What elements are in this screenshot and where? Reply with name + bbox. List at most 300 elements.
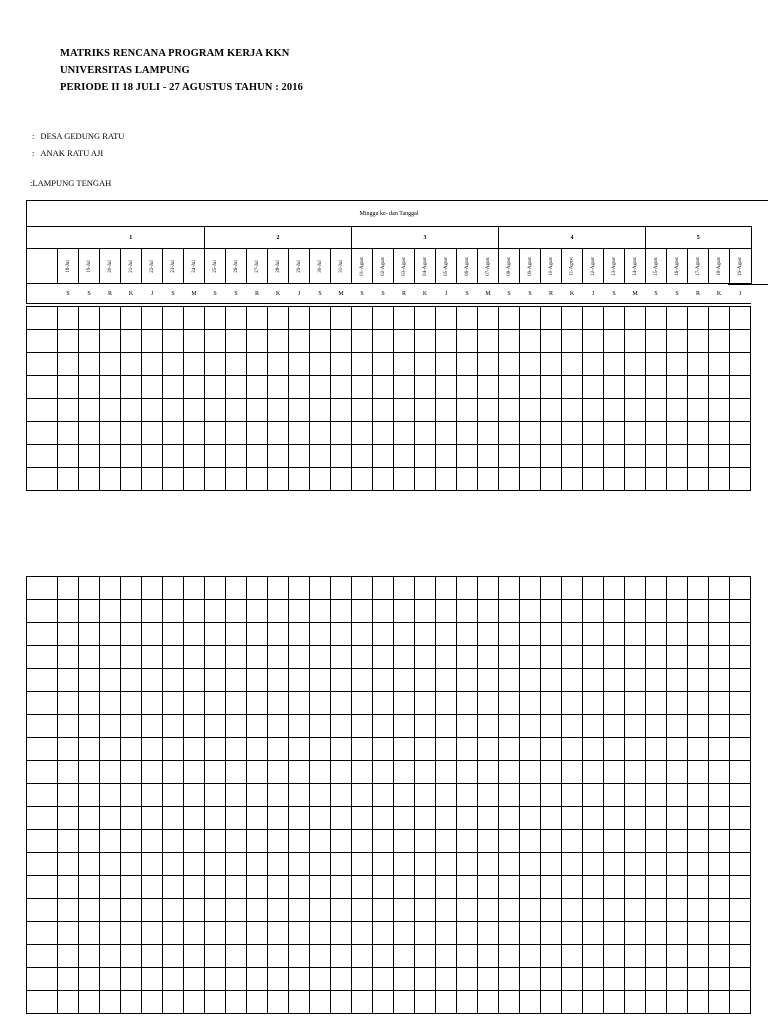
- schedule-cell[interactable]: [730, 876, 751, 899]
- schedule-cell[interactable]: [184, 330, 205, 353]
- schedule-cell[interactable]: [331, 600, 352, 623]
- schedule-cell[interactable]: [79, 876, 100, 899]
- schedule-cell[interactable]: [667, 600, 688, 623]
- schedule-cell[interactable]: [604, 307, 625, 330]
- schedule-cell[interactable]: [541, 330, 562, 353]
- schedule-cell[interactable]: [688, 899, 709, 922]
- schedule-cell[interactable]: [163, 899, 184, 922]
- schedule-cell[interactable]: [58, 761, 79, 784]
- schedule-cell[interactable]: [688, 422, 709, 445]
- schedule-cell[interactable]: [121, 853, 142, 876]
- schedule-cell[interactable]: [226, 376, 247, 399]
- schedule-cell[interactable]: [121, 738, 142, 761]
- schedule-cell[interactable]: [415, 922, 436, 945]
- schedule-cell[interactable]: [604, 468, 625, 491]
- schedule-cell[interactable]: [331, 307, 352, 330]
- schedule-cell[interactable]: [373, 646, 394, 669]
- schedule-cell[interactable]: [58, 968, 79, 991]
- schedule-cell[interactable]: [541, 922, 562, 945]
- schedule-cell[interactable]: [604, 422, 625, 445]
- schedule-cell[interactable]: [478, 968, 499, 991]
- schedule-cell[interactable]: [142, 853, 163, 876]
- schedule-cell[interactable]: [58, 669, 79, 692]
- schedule-cell[interactable]: [415, 991, 436, 1014]
- schedule-cell[interactable]: [121, 991, 142, 1014]
- activity-cell[interactable]: [27, 623, 58, 646]
- schedule-cell[interactable]: [604, 991, 625, 1014]
- schedule-cell[interactable]: [226, 784, 247, 807]
- schedule-cell[interactable]: [709, 692, 730, 715]
- schedule-cell[interactable]: [604, 376, 625, 399]
- schedule-cell[interactable]: [541, 945, 562, 968]
- schedule-cell[interactable]: [100, 669, 121, 692]
- schedule-cell[interactable]: [289, 738, 310, 761]
- schedule-cell[interactable]: [163, 330, 184, 353]
- schedule-cell[interactable]: [58, 445, 79, 468]
- schedule-cell[interactable]: [289, 991, 310, 1014]
- schedule-cell[interactable]: [457, 830, 478, 853]
- schedule-cell[interactable]: [499, 669, 520, 692]
- schedule-cell[interactable]: [121, 623, 142, 646]
- schedule-cell[interactable]: [100, 876, 121, 899]
- schedule-cell[interactable]: [184, 399, 205, 422]
- schedule-cell[interactable]: [268, 853, 289, 876]
- schedule-cell[interactable]: [709, 968, 730, 991]
- schedule-cell[interactable]: [331, 738, 352, 761]
- schedule-cell[interactable]: [100, 646, 121, 669]
- schedule-cell[interactable]: [352, 853, 373, 876]
- schedule-cell[interactable]: [268, 307, 289, 330]
- schedule-cell[interactable]: [709, 399, 730, 422]
- schedule-cell[interactable]: [58, 899, 79, 922]
- schedule-cell[interactable]: [100, 991, 121, 1014]
- schedule-cell[interactable]: [583, 945, 604, 968]
- schedule-cell[interactable]: [730, 307, 751, 330]
- schedule-cell[interactable]: [436, 353, 457, 376]
- schedule-cell[interactable]: [436, 623, 457, 646]
- schedule-cell[interactable]: [415, 468, 436, 491]
- schedule-cell[interactable]: [667, 761, 688, 784]
- schedule-cell[interactable]: [457, 899, 478, 922]
- schedule-cell[interactable]: [562, 353, 583, 376]
- schedule-cell[interactable]: [142, 807, 163, 830]
- schedule-cell[interactable]: [730, 968, 751, 991]
- schedule-cell[interactable]: [499, 577, 520, 600]
- schedule-cell[interactable]: [583, 784, 604, 807]
- schedule-cell[interactable]: [142, 330, 163, 353]
- schedule-cell[interactable]: [436, 646, 457, 669]
- schedule-cell[interactable]: [478, 353, 499, 376]
- schedule-cell[interactable]: [646, 307, 667, 330]
- schedule-cell[interactable]: [730, 330, 751, 353]
- schedule-cell[interactable]: [625, 330, 646, 353]
- schedule-cell[interactable]: [79, 761, 100, 784]
- schedule-cell[interactable]: [583, 991, 604, 1014]
- schedule-cell[interactable]: [289, 761, 310, 784]
- schedule-cell[interactable]: [310, 899, 331, 922]
- schedule-cell[interactable]: [457, 330, 478, 353]
- schedule-cell[interactable]: [625, 991, 646, 1014]
- schedule-cell[interactable]: [205, 991, 226, 1014]
- schedule-cell[interactable]: [289, 353, 310, 376]
- schedule-cell[interactable]: [478, 876, 499, 899]
- schedule-cell[interactable]: [499, 422, 520, 445]
- schedule-cell[interactable]: [562, 807, 583, 830]
- schedule-cell[interactable]: [562, 445, 583, 468]
- schedule-cell[interactable]: [226, 468, 247, 491]
- schedule-cell[interactable]: [352, 646, 373, 669]
- schedule-cell[interactable]: [541, 468, 562, 491]
- schedule-cell[interactable]: [667, 468, 688, 491]
- schedule-cell[interactable]: [142, 761, 163, 784]
- schedule-cell[interactable]: [58, 623, 79, 646]
- schedule-cell[interactable]: [604, 807, 625, 830]
- schedule-cell[interactable]: [583, 600, 604, 623]
- schedule-cell[interactable]: [709, 445, 730, 468]
- schedule-cell[interactable]: [331, 422, 352, 445]
- schedule-cell[interactable]: [436, 807, 457, 830]
- schedule-cell[interactable]: [457, 807, 478, 830]
- schedule-cell[interactable]: [205, 807, 226, 830]
- schedule-cell[interactable]: [121, 577, 142, 600]
- schedule-cell[interactable]: [562, 422, 583, 445]
- schedule-cell[interactable]: [163, 807, 184, 830]
- schedule-cell[interactable]: [457, 784, 478, 807]
- schedule-cell[interactable]: [205, 899, 226, 922]
- schedule-cell[interactable]: [625, 738, 646, 761]
- schedule-cell[interactable]: [394, 876, 415, 899]
- schedule-cell[interactable]: [688, 376, 709, 399]
- schedule-cell[interactable]: [226, 968, 247, 991]
- schedule-cell[interactable]: [562, 715, 583, 738]
- schedule-cell[interactable]: [541, 422, 562, 445]
- schedule-cell[interactable]: [247, 353, 268, 376]
- schedule-cell[interactable]: [583, 899, 604, 922]
- schedule-cell[interactable]: [310, 738, 331, 761]
- schedule-cell[interactable]: [625, 922, 646, 945]
- schedule-cell[interactable]: [163, 623, 184, 646]
- schedule-cell[interactable]: [436, 715, 457, 738]
- schedule-cell[interactable]: [709, 623, 730, 646]
- schedule-cell[interactable]: [100, 623, 121, 646]
- schedule-cell[interactable]: [310, 761, 331, 784]
- schedule-cell[interactable]: [604, 922, 625, 945]
- schedule-cell[interactable]: [142, 669, 163, 692]
- schedule-cell[interactable]: [205, 600, 226, 623]
- schedule-cell[interactable]: [562, 853, 583, 876]
- schedule-cell[interactable]: [646, 899, 667, 922]
- schedule-cell[interactable]: [667, 807, 688, 830]
- schedule-cell[interactable]: [226, 353, 247, 376]
- schedule-cell[interactable]: [268, 876, 289, 899]
- schedule-cell[interactable]: [79, 623, 100, 646]
- schedule-cell[interactable]: [667, 830, 688, 853]
- schedule-cell[interactable]: [667, 330, 688, 353]
- schedule-cell[interactable]: [394, 669, 415, 692]
- schedule-cell[interactable]: [646, 830, 667, 853]
- schedule-cell[interactable]: [58, 577, 79, 600]
- schedule-cell[interactable]: [394, 991, 415, 1014]
- schedule-cell[interactable]: [478, 761, 499, 784]
- schedule-cell[interactable]: [478, 376, 499, 399]
- schedule-cell[interactable]: [121, 761, 142, 784]
- schedule-cell[interactable]: [520, 876, 541, 899]
- schedule-cell[interactable]: [583, 807, 604, 830]
- schedule-cell[interactable]: [541, 577, 562, 600]
- schedule-cell[interactable]: [457, 922, 478, 945]
- schedule-cell[interactable]: [100, 738, 121, 761]
- schedule-cell[interactable]: [226, 600, 247, 623]
- schedule-cell[interactable]: [289, 600, 310, 623]
- schedule-cell[interactable]: [688, 692, 709, 715]
- schedule-cell[interactable]: [331, 353, 352, 376]
- schedule-cell[interactable]: [478, 600, 499, 623]
- schedule-cell[interactable]: [184, 600, 205, 623]
- schedule-cell[interactable]: [163, 830, 184, 853]
- schedule-cell[interactable]: [709, 468, 730, 491]
- schedule-cell[interactable]: [247, 646, 268, 669]
- schedule-cell[interactable]: [709, 353, 730, 376]
- schedule-cell[interactable]: [352, 922, 373, 945]
- schedule-cell[interactable]: [331, 376, 352, 399]
- schedule-cell[interactable]: [121, 399, 142, 422]
- activity-cell[interactable]: [27, 738, 58, 761]
- activity-cell[interactable]: [27, 991, 58, 1014]
- schedule-cell[interactable]: [625, 376, 646, 399]
- schedule-cell[interactable]: [226, 899, 247, 922]
- schedule-cell[interactable]: [436, 784, 457, 807]
- schedule-cell[interactable]: [478, 623, 499, 646]
- schedule-cell[interactable]: [646, 968, 667, 991]
- schedule-cell[interactable]: [79, 577, 100, 600]
- schedule-cell[interactable]: [583, 577, 604, 600]
- schedule-cell[interactable]: [352, 715, 373, 738]
- schedule-cell[interactable]: [646, 468, 667, 491]
- schedule-cell[interactable]: [562, 623, 583, 646]
- schedule-cell[interactable]: [289, 968, 310, 991]
- schedule-cell[interactable]: [646, 807, 667, 830]
- schedule-cell[interactable]: [520, 399, 541, 422]
- schedule-cell[interactable]: [268, 468, 289, 491]
- schedule-cell[interactable]: [121, 445, 142, 468]
- schedule-cell[interactable]: [79, 715, 100, 738]
- schedule-cell[interactable]: [457, 715, 478, 738]
- schedule-cell[interactable]: [415, 577, 436, 600]
- schedule-cell[interactable]: [604, 399, 625, 422]
- schedule-cell[interactable]: [478, 991, 499, 1014]
- schedule-cell[interactable]: [709, 784, 730, 807]
- schedule-cell[interactable]: [331, 991, 352, 1014]
- schedule-cell[interactable]: [436, 761, 457, 784]
- schedule-cell[interactable]: [247, 445, 268, 468]
- schedule-cell[interactable]: [373, 577, 394, 600]
- schedule-cell[interactable]: [58, 600, 79, 623]
- schedule-cell[interactable]: [163, 715, 184, 738]
- schedule-cell[interactable]: [121, 353, 142, 376]
- schedule-cell[interactable]: [541, 968, 562, 991]
- schedule-cell[interactable]: [247, 600, 268, 623]
- schedule-cell[interactable]: [520, 807, 541, 830]
- schedule-cell[interactable]: [58, 715, 79, 738]
- schedule-cell[interactable]: [457, 991, 478, 1014]
- schedule-cell[interactable]: [100, 422, 121, 445]
- schedule-cell[interactable]: [121, 715, 142, 738]
- schedule-cell[interactable]: [268, 422, 289, 445]
- schedule-cell[interactable]: [205, 761, 226, 784]
- activity-cell[interactable]: [27, 468, 58, 491]
- schedule-cell[interactable]: [205, 922, 226, 945]
- schedule-cell[interactable]: [562, 876, 583, 899]
- schedule-cell[interactable]: [142, 399, 163, 422]
- schedule-cell[interactable]: [310, 991, 331, 1014]
- schedule-cell[interactable]: [478, 422, 499, 445]
- schedule-cell[interactable]: [562, 945, 583, 968]
- activity-cell[interactable]: [27, 784, 58, 807]
- schedule-cell[interactable]: [646, 623, 667, 646]
- schedule-cell[interactable]: [478, 577, 499, 600]
- schedule-cell[interactable]: [499, 784, 520, 807]
- schedule-cell[interactable]: [373, 623, 394, 646]
- schedule-cell[interactable]: [436, 422, 457, 445]
- schedule-cell[interactable]: [541, 353, 562, 376]
- schedule-cell[interactable]: [688, 468, 709, 491]
- schedule-cell[interactable]: [625, 761, 646, 784]
- schedule-cell[interactable]: [646, 761, 667, 784]
- schedule-cell[interactable]: [436, 600, 457, 623]
- schedule-cell[interactable]: [394, 577, 415, 600]
- schedule-cell[interactable]: [625, 623, 646, 646]
- schedule-cell[interactable]: [415, 330, 436, 353]
- activity-cell[interactable]: [27, 853, 58, 876]
- schedule-cell[interactable]: [730, 577, 751, 600]
- schedule-cell[interactable]: [667, 945, 688, 968]
- schedule-cell[interactable]: [79, 692, 100, 715]
- schedule-cell[interactable]: [247, 853, 268, 876]
- schedule-cell[interactable]: [79, 399, 100, 422]
- schedule-cell[interactable]: [415, 899, 436, 922]
- schedule-cell[interactable]: [394, 623, 415, 646]
- schedule-cell[interactable]: [79, 353, 100, 376]
- schedule-cell[interactable]: [583, 646, 604, 669]
- schedule-cell[interactable]: [163, 968, 184, 991]
- schedule-cell[interactable]: [142, 577, 163, 600]
- schedule-cell[interactable]: [436, 468, 457, 491]
- schedule-cell[interactable]: [226, 761, 247, 784]
- schedule-cell[interactable]: [667, 307, 688, 330]
- schedule-cell[interactable]: [394, 899, 415, 922]
- schedule-cell[interactable]: [499, 853, 520, 876]
- schedule-cell[interactable]: [436, 577, 457, 600]
- schedule-cell[interactable]: [247, 945, 268, 968]
- schedule-cell[interactable]: [562, 899, 583, 922]
- schedule-cell[interactable]: [562, 646, 583, 669]
- schedule-cell[interactable]: [478, 692, 499, 715]
- schedule-cell[interactable]: [79, 738, 100, 761]
- schedule-cell[interactable]: [415, 761, 436, 784]
- schedule-cell[interactable]: [142, 715, 163, 738]
- schedule-cell[interactable]: [163, 738, 184, 761]
- schedule-cell[interactable]: [268, 445, 289, 468]
- schedule-cell[interactable]: [541, 991, 562, 1014]
- schedule-cell[interactable]: [730, 807, 751, 830]
- schedule-cell[interactable]: [121, 692, 142, 715]
- schedule-cell[interactable]: [163, 399, 184, 422]
- activity-cell[interactable]: [27, 761, 58, 784]
- schedule-cell[interactable]: [646, 922, 667, 945]
- schedule-cell[interactable]: [226, 307, 247, 330]
- schedule-cell[interactable]: [394, 600, 415, 623]
- schedule-cell[interactable]: [289, 330, 310, 353]
- schedule-cell[interactable]: [394, 692, 415, 715]
- schedule-cell[interactable]: [583, 968, 604, 991]
- schedule-cell[interactable]: [352, 738, 373, 761]
- schedule-cell[interactable]: [520, 669, 541, 692]
- schedule-cell[interactable]: [58, 922, 79, 945]
- schedule-cell[interactable]: [688, 330, 709, 353]
- schedule-cell[interactable]: [415, 784, 436, 807]
- schedule-cell[interactable]: [268, 945, 289, 968]
- schedule-cell[interactable]: [583, 922, 604, 945]
- schedule-cell[interactable]: [184, 830, 205, 853]
- schedule-cell[interactable]: [667, 968, 688, 991]
- schedule-cell[interactable]: [268, 807, 289, 830]
- schedule-cell[interactable]: [730, 422, 751, 445]
- schedule-cell[interactable]: [562, 991, 583, 1014]
- schedule-cell[interactable]: [268, 577, 289, 600]
- schedule-cell[interactable]: [121, 307, 142, 330]
- schedule-cell[interactable]: [625, 692, 646, 715]
- schedule-cell[interactable]: [520, 853, 541, 876]
- schedule-cell[interactable]: [730, 830, 751, 853]
- schedule-cell[interactable]: [667, 715, 688, 738]
- schedule-cell[interactable]: [100, 830, 121, 853]
- schedule-cell[interactable]: [373, 399, 394, 422]
- schedule-cell[interactable]: [394, 853, 415, 876]
- schedule-cell[interactable]: [163, 468, 184, 491]
- schedule-cell[interactable]: [310, 422, 331, 445]
- schedule-cell[interactable]: [499, 876, 520, 899]
- schedule-cell[interactable]: [562, 968, 583, 991]
- schedule-cell[interactable]: [142, 991, 163, 1014]
- schedule-cell[interactable]: [625, 445, 646, 468]
- schedule-cell[interactable]: [184, 623, 205, 646]
- activity-cell[interactable]: [27, 876, 58, 899]
- schedule-cell[interactable]: [310, 968, 331, 991]
- schedule-cell[interactable]: [121, 468, 142, 491]
- schedule-cell[interactable]: [58, 353, 79, 376]
- schedule-cell[interactable]: [226, 830, 247, 853]
- schedule-cell[interactable]: [499, 307, 520, 330]
- schedule-cell[interactable]: [520, 738, 541, 761]
- schedule-cell[interactable]: [604, 715, 625, 738]
- schedule-cell[interactable]: [142, 376, 163, 399]
- schedule-cell[interactable]: [100, 945, 121, 968]
- schedule-cell[interactable]: [100, 807, 121, 830]
- schedule-cell[interactable]: [352, 330, 373, 353]
- schedule-cell[interactable]: [163, 761, 184, 784]
- schedule-cell[interactable]: [331, 623, 352, 646]
- schedule-cell[interactable]: [142, 830, 163, 853]
- schedule-cell[interactable]: [709, 945, 730, 968]
- schedule-cell[interactable]: [520, 922, 541, 945]
- schedule-cell[interactable]: [310, 646, 331, 669]
- schedule-cell[interactable]: [730, 399, 751, 422]
- schedule-cell[interactable]: [268, 376, 289, 399]
- schedule-cell[interactable]: [352, 991, 373, 1014]
- schedule-cell[interactable]: [709, 600, 730, 623]
- schedule-cell[interactable]: [121, 922, 142, 945]
- schedule-cell[interactable]: [583, 445, 604, 468]
